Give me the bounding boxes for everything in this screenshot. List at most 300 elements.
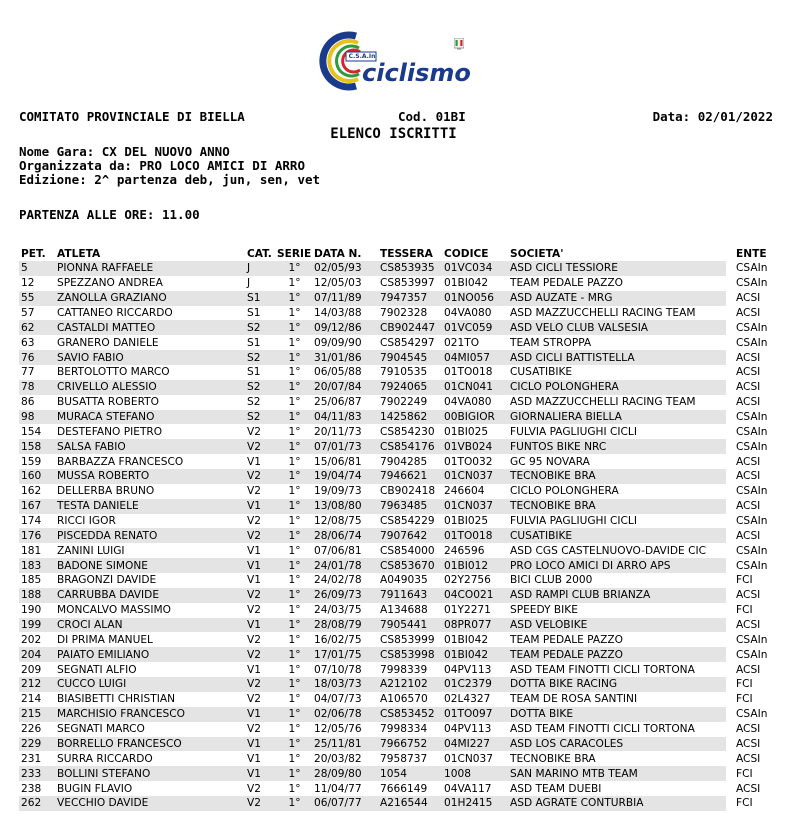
cell-pet: 183 bbox=[19, 558, 55, 573]
cell-data: 15/06/81 bbox=[312, 454, 378, 469]
cell-cat: V2 bbox=[245, 528, 275, 543]
cell-societa: TECNOBIKE BRA bbox=[508, 751, 726, 766]
cell-societa: ASD RAMPI CLUB BRIANZA bbox=[508, 588, 726, 603]
cell-serie: 1° bbox=[275, 320, 312, 335]
cell-data: 02/06/78 bbox=[312, 707, 378, 722]
cell-pet: 209 bbox=[19, 662, 55, 677]
cell-ente: ACSI bbox=[734, 469, 771, 484]
cell-cat: V2 bbox=[245, 469, 275, 484]
cell-societa: CUSATIBIKE bbox=[508, 528, 726, 543]
cell-gap bbox=[726, 469, 734, 484]
cell-cat: S2 bbox=[245, 380, 275, 395]
cell-ente: ACSI bbox=[734, 380, 771, 395]
cell-serie: 1° bbox=[275, 306, 312, 321]
cell-ente: ACSI bbox=[734, 395, 771, 410]
cell-codice: 02Y2756 bbox=[442, 573, 508, 588]
logo-badge: C.S.A.In bbox=[348, 53, 376, 60]
table-row bbox=[19, 410, 771, 425]
cell-cat: S2 bbox=[245, 410, 275, 425]
cell-codice: 02L4327 bbox=[442, 692, 508, 707]
cell-data: 24/01/78 bbox=[312, 558, 378, 573]
cell-data: 07/06/81 bbox=[312, 543, 378, 558]
cell-gap bbox=[726, 499, 734, 514]
cell-ente: FCI bbox=[734, 677, 771, 692]
cell-serie: 1° bbox=[275, 722, 312, 737]
cell-ente: CSAIn bbox=[734, 543, 771, 558]
table-row bbox=[19, 543, 771, 558]
cell-serie: 1° bbox=[275, 395, 312, 410]
cell-serie: 1° bbox=[275, 484, 312, 499]
cell-data: 11/04/77 bbox=[312, 781, 378, 796]
cell-cat: S1 bbox=[245, 306, 275, 321]
cell-gap bbox=[726, 558, 734, 573]
cell-tessera: 7946621 bbox=[378, 469, 442, 484]
cell-codice: 08PR077 bbox=[442, 618, 508, 633]
cell-codice: 01BI042 bbox=[442, 647, 508, 662]
cell-gap bbox=[726, 350, 734, 365]
cell-data: 24/03/75 bbox=[312, 603, 378, 618]
cell-tessera: A049035 bbox=[378, 573, 442, 588]
cell-data: 12/05/03 bbox=[312, 276, 378, 291]
cell-serie: 1° bbox=[275, 439, 312, 454]
cell-data: 20/07/84 bbox=[312, 380, 378, 395]
cell-gap bbox=[726, 603, 734, 618]
cell-data: 31/01/86 bbox=[312, 350, 378, 365]
cell-atleta: CRIVELLO ALESSIO bbox=[55, 380, 245, 395]
cell-serie: 1° bbox=[275, 781, 312, 796]
cell-societa: TEAM PEDALE PAZZO bbox=[508, 647, 726, 662]
cell-gap bbox=[726, 306, 734, 321]
cell-atleta: CASTALDI MATTEO bbox=[55, 320, 245, 335]
table-row bbox=[19, 781, 771, 796]
cell-atleta: PISCEDDA RENATO bbox=[55, 528, 245, 543]
cell-data: 09/12/86 bbox=[312, 320, 378, 335]
cell-serie: 1° bbox=[275, 454, 312, 469]
cell-gap bbox=[726, 737, 734, 752]
cell-cat: S2 bbox=[245, 350, 275, 365]
table-row bbox=[19, 439, 771, 454]
cell-tessera: CS853998 bbox=[378, 647, 442, 662]
entries-table bbox=[19, 246, 771, 811]
cell-atleta: SALSA FABIO bbox=[55, 439, 245, 454]
cell-cat: V2 bbox=[245, 603, 275, 618]
cell-codice: 04PV113 bbox=[442, 722, 508, 737]
cell-tessera: 7963485 bbox=[378, 499, 442, 514]
cell-serie: 1° bbox=[275, 514, 312, 529]
cell-gap bbox=[726, 335, 734, 350]
table-row bbox=[19, 618, 771, 633]
table-row bbox=[19, 588, 771, 603]
cell-serie: 1° bbox=[275, 499, 312, 514]
cell-serie: 1° bbox=[275, 618, 312, 633]
cell-codice: 01TO032 bbox=[442, 454, 508, 469]
cell-gap bbox=[726, 632, 734, 647]
cell-societa: ASD AUZATE - MRG bbox=[508, 291, 726, 306]
table-row bbox=[19, 350, 771, 365]
cell-codice: 246596 bbox=[442, 543, 508, 558]
cell-data: 16/02/75 bbox=[312, 632, 378, 647]
cell-data: 28/06/74 bbox=[312, 528, 378, 543]
table-row bbox=[19, 365, 771, 380]
cell-pet: 229 bbox=[19, 737, 55, 752]
cell-pet: 55 bbox=[19, 291, 55, 306]
cell-cat: V2 bbox=[245, 781, 275, 796]
cell-data: 25/06/87 bbox=[312, 395, 378, 410]
cell-gap bbox=[726, 484, 734, 499]
cell-ente: FCI bbox=[734, 603, 771, 618]
cell-atleta: PIONNA RAFFAELE bbox=[55, 261, 245, 276]
cell-societa: ASD CICLI TESSIORE bbox=[508, 261, 726, 276]
cell-cat: V1 bbox=[245, 543, 275, 558]
cell-pet: 188 bbox=[19, 588, 55, 603]
cell-tessera: 7902249 bbox=[378, 395, 442, 410]
cell-codice: 04MI227 bbox=[442, 737, 508, 752]
cell-tessera: 7904545 bbox=[378, 350, 442, 365]
cell-gap bbox=[726, 722, 734, 737]
cell-codice: 01TO018 bbox=[442, 365, 508, 380]
cell-data: 28/08/79 bbox=[312, 618, 378, 633]
cell-societa: PRO LOCO AMICI DI ARRO APS bbox=[508, 558, 726, 573]
cell-codice: 04VA117 bbox=[442, 781, 508, 796]
cell-atleta: BARBAZZA FRANCESCO bbox=[55, 454, 245, 469]
cell-cat: V2 bbox=[245, 647, 275, 662]
cell-atleta: DI PRIMA MANUEL bbox=[55, 632, 245, 647]
cell-pet: 154 bbox=[19, 424, 55, 439]
cell-tessera: 7666149 bbox=[378, 781, 442, 796]
cell-ente: CSAIn bbox=[734, 632, 771, 647]
cell-pet: 190 bbox=[19, 603, 55, 618]
table-row bbox=[19, 737, 771, 752]
table-row bbox=[19, 320, 771, 335]
cell-tessera: A106570 bbox=[378, 692, 442, 707]
cell-atleta: SURRA RICCARDO bbox=[55, 751, 245, 766]
cell-codice: 01TO018 bbox=[442, 528, 508, 543]
cell-gap bbox=[726, 365, 734, 380]
cell-serie: 1° bbox=[275, 677, 312, 692]
cell-societa: FUNTOS BIKE NRC bbox=[508, 439, 726, 454]
cell-pet: 76 bbox=[19, 350, 55, 365]
cell-atleta: BRAGONZI DAVIDE bbox=[55, 573, 245, 588]
cell-cat: V2 bbox=[245, 677, 275, 692]
cell-societa: TECNOBIKE BRA bbox=[508, 499, 726, 514]
cell-cat: V2 bbox=[245, 632, 275, 647]
col-header-atleta: ATLETA bbox=[57, 247, 101, 260]
cell-societa: ASD LOS CARACOLES bbox=[508, 737, 726, 752]
cell-data: 26/09/73 bbox=[312, 588, 378, 603]
cell-pet: 78 bbox=[19, 380, 55, 395]
col-header-data: DATA N. bbox=[314, 247, 362, 260]
cell-ente: CSAIn bbox=[734, 558, 771, 573]
cell-cat: V1 bbox=[245, 737, 275, 752]
cell-gap bbox=[726, 618, 734, 633]
cell-data: 09/09/90 bbox=[312, 335, 378, 350]
cell-serie: 1° bbox=[275, 380, 312, 395]
table-row bbox=[19, 766, 771, 781]
cell-serie: 1° bbox=[275, 766, 312, 781]
cell-pet: 233 bbox=[19, 766, 55, 781]
cell-pet: 199 bbox=[19, 618, 55, 633]
cell-serie: 1° bbox=[275, 707, 312, 722]
cell-data: 13/08/80 bbox=[312, 499, 378, 514]
col-header-ente: ENTE bbox=[736, 247, 767, 260]
table-header-row bbox=[19, 246, 771, 261]
cell-atleta: SPEZZANO ANDREA bbox=[55, 276, 245, 291]
cell-cat: V2 bbox=[245, 514, 275, 529]
cell-pet: 204 bbox=[19, 647, 55, 662]
table-row bbox=[19, 632, 771, 647]
cell-ente: ACSI bbox=[734, 618, 771, 633]
cell-data: 20/11/73 bbox=[312, 424, 378, 439]
cell-cat: V1 bbox=[245, 573, 275, 588]
table-row bbox=[19, 454, 771, 469]
cell-tessera: CS853999 bbox=[378, 632, 442, 647]
cell-gap bbox=[726, 543, 734, 558]
cell-atleta: GRANERO DANIELE bbox=[55, 335, 245, 350]
table-row bbox=[19, 677, 771, 692]
cell-ente: ACSI bbox=[734, 528, 771, 543]
cell-tessera: CS853452 bbox=[378, 707, 442, 722]
committee-name: COMITATO PROVINCIALE DI BIELLA bbox=[19, 109, 245, 124]
cell-gap bbox=[726, 781, 734, 796]
organizer: Organizzata da: PRO LOCO AMICI DI ARRO bbox=[19, 158, 305, 173]
cell-codice: 04VA080 bbox=[442, 395, 508, 410]
cell-ente: FCI bbox=[734, 573, 771, 588]
cell-tessera: A134688 bbox=[378, 603, 442, 618]
cell-ente: FCI bbox=[734, 692, 771, 707]
cell-societa: ASD CICLI BATTISTELLA bbox=[508, 350, 726, 365]
cell-pet: 212 bbox=[19, 677, 55, 692]
col-header-serie: SERIE bbox=[277, 247, 312, 260]
cell-atleta: MONCALVO MASSIMO bbox=[55, 603, 245, 618]
cell-societa: ASD VELOBIKE bbox=[508, 618, 726, 633]
cell-codice: 01BI025 bbox=[442, 424, 508, 439]
cell-serie: 1° bbox=[275, 692, 312, 707]
cell-data: 24/02/78 bbox=[312, 573, 378, 588]
page-title: ELENCO ISCRITTI bbox=[330, 126, 457, 142]
cell-atleta: PAIATO EMILIANO bbox=[55, 647, 245, 662]
cell-ente: CSAIn bbox=[734, 647, 771, 662]
cell-ente: ACSI bbox=[734, 454, 771, 469]
cell-societa: ASD VELO CLUB VALSESIA bbox=[508, 320, 726, 335]
cell-pet: 214 bbox=[19, 692, 55, 707]
cell-tessera: CB902447 bbox=[378, 320, 442, 335]
cell-data: 07/01/73 bbox=[312, 439, 378, 454]
cell-ente: CSAIn bbox=[734, 335, 771, 350]
cell-atleta: CROCI ALAN bbox=[55, 618, 245, 633]
cell-tessera: 1425862 bbox=[378, 410, 442, 425]
cell-gap bbox=[726, 380, 734, 395]
table-row bbox=[19, 514, 771, 529]
cell-codice: 01NO056 bbox=[442, 291, 508, 306]
table-row bbox=[19, 647, 771, 662]
logo-text: ciclismo bbox=[362, 59, 471, 87]
cell-serie: 1° bbox=[275, 603, 312, 618]
cell-societa: CUSATIBIKE bbox=[508, 365, 726, 380]
cell-codice: 04PV113 bbox=[442, 662, 508, 677]
cell-serie: 1° bbox=[275, 647, 312, 662]
cell-gap bbox=[726, 647, 734, 662]
table-row bbox=[19, 291, 771, 306]
cell-tessera: 7910535 bbox=[378, 365, 442, 380]
cell-serie: 1° bbox=[275, 751, 312, 766]
cell-atleta: BORRELLO FRANCESCO bbox=[55, 737, 245, 752]
cell-tessera: CS854230 bbox=[378, 424, 442, 439]
cell-gap bbox=[726, 424, 734, 439]
table-row bbox=[19, 395, 771, 410]
cell-pet: 185 bbox=[19, 573, 55, 588]
cell-ente: CSAIn bbox=[734, 514, 771, 529]
col-header-pet: PET. bbox=[21, 247, 46, 260]
cell-codice: 00BIGIOR bbox=[442, 410, 508, 425]
cell-ente: CSAIn bbox=[734, 484, 771, 499]
cell-ente: ACSI bbox=[734, 291, 771, 306]
cell-codice: 021TO bbox=[442, 335, 508, 350]
cell-serie: 1° bbox=[275, 410, 312, 425]
cell-atleta: BUSATTA ROBERTO bbox=[55, 395, 245, 410]
cell-serie: 1° bbox=[275, 558, 312, 573]
cell-ente: CSAIn bbox=[734, 261, 771, 276]
cell-pet: 238 bbox=[19, 781, 55, 796]
table-row bbox=[19, 276, 771, 291]
cell-ente: CSAIn bbox=[734, 276, 771, 291]
cell-societa: ASD TEAM FINOTTI CICLI TORTONA bbox=[508, 662, 726, 677]
cell-ente: ACSI bbox=[734, 499, 771, 514]
cell-codice: 01CN037 bbox=[442, 469, 508, 484]
cell-data: 25/11/81 bbox=[312, 737, 378, 752]
cell-cat: V2 bbox=[245, 588, 275, 603]
cell-societa: SPEEDY BIKE bbox=[508, 603, 726, 618]
cell-data: 19/09/73 bbox=[312, 484, 378, 499]
cell-societa: TEAM DE ROSA SANTINI bbox=[508, 692, 726, 707]
cell-societa: TEAM PEDALE PAZZO bbox=[508, 276, 726, 291]
cell-pet: 98 bbox=[19, 410, 55, 425]
cell-pet: 158 bbox=[19, 439, 55, 454]
cell-data: 04/11/83 bbox=[312, 410, 378, 425]
cell-codice: 01BI012 bbox=[442, 558, 508, 573]
cell-societa: DOTTA BIKE RACING bbox=[508, 677, 726, 692]
table-row bbox=[19, 335, 771, 350]
cell-societa: TECNOBIKE BRA bbox=[508, 469, 726, 484]
cell-tessera: 7907642 bbox=[378, 528, 442, 543]
cell-data: 12/05/76 bbox=[312, 722, 378, 737]
cell-serie: 1° bbox=[275, 737, 312, 752]
cell-atleta: CARRUBBA DAVIDE bbox=[55, 588, 245, 603]
cell-ente: FCI bbox=[734, 796, 771, 811]
cell-atleta: ZANINI LUIGI bbox=[55, 543, 245, 558]
cell-tessera: CS854229 bbox=[378, 514, 442, 529]
cell-gap bbox=[726, 573, 734, 588]
cell-tessera: CS853670 bbox=[378, 558, 442, 573]
cell-pet: 215 bbox=[19, 707, 55, 722]
cell-ente: CSAIn bbox=[734, 439, 771, 454]
table-row bbox=[19, 796, 771, 811]
cell-serie: 1° bbox=[275, 588, 312, 603]
cell-codice: 01BI042 bbox=[442, 632, 508, 647]
cell-data: 19/04/74 bbox=[312, 469, 378, 484]
cell-societa: ASD MAZZUCCHELLI RACING TEAM bbox=[508, 395, 726, 410]
table-row bbox=[19, 528, 771, 543]
cell-ente: ACSI bbox=[734, 365, 771, 380]
cell-atleta: TESTA DANIELE bbox=[55, 499, 245, 514]
cell-pet: 262 bbox=[19, 796, 55, 811]
col-header-gap bbox=[726, 246, 734, 261]
cell-cat: V2 bbox=[245, 424, 275, 439]
cell-tessera: 1054 bbox=[378, 766, 442, 781]
cell-serie: 1° bbox=[275, 350, 312, 365]
cell-data: 06/05/88 bbox=[312, 365, 378, 380]
cell-data: 07/11/89 bbox=[312, 291, 378, 306]
cell-societa: BICI CLUB 2000 bbox=[508, 573, 726, 588]
table-row bbox=[19, 261, 771, 276]
table-row bbox=[19, 484, 771, 499]
cell-atleta: BERTOLOTTO MARCO bbox=[55, 365, 245, 380]
cell-societa: TEAM STROPPA bbox=[508, 335, 726, 350]
cell-ente: CSAIn bbox=[734, 707, 771, 722]
table-row bbox=[19, 469, 771, 484]
cell-atleta: DESTEFANO PIETRO bbox=[55, 424, 245, 439]
cell-societa: ASD CGS CASTELNUOVO-DAVIDE CIC bbox=[508, 543, 726, 558]
cell-codice: 01CN037 bbox=[442, 499, 508, 514]
cell-codice: 01BI042 bbox=[442, 276, 508, 291]
cell-atleta: MURACA STEFANO bbox=[55, 410, 245, 425]
cell-societa: ASD MAZZUCCHELLI RACING TEAM bbox=[508, 306, 726, 321]
cell-pet: 162 bbox=[19, 484, 55, 499]
cell-tessera: 7911643 bbox=[378, 588, 442, 603]
table-row bbox=[19, 751, 771, 766]
cell-atleta: BOLLINI STEFANO bbox=[55, 766, 245, 781]
document-date: Data: 02/01/2022 bbox=[652, 109, 773, 124]
cell-atleta: CUCCO LUIGI bbox=[55, 677, 245, 692]
cell-gap bbox=[726, 439, 734, 454]
table-row bbox=[19, 558, 771, 573]
cell-ente: ACSI bbox=[734, 350, 771, 365]
cell-gap bbox=[726, 528, 734, 543]
edition: Edizione: 2^ partenza deb, jun, sen, vet bbox=[19, 172, 321, 187]
cell-codice: 01TO097 bbox=[442, 707, 508, 722]
race-code: Cod. 01BI bbox=[398, 109, 466, 124]
italy-crest-icon bbox=[454, 35, 464, 47]
cell-gap bbox=[726, 796, 734, 811]
cell-codice: 04MI057 bbox=[442, 350, 508, 365]
cell-tessera: 7958737 bbox=[378, 751, 442, 766]
cell-gap bbox=[726, 677, 734, 692]
start-time: PARTENZA ALLE ORE: 11.00 bbox=[19, 207, 200, 222]
cell-societa: ASD TEAM DUEBI bbox=[508, 781, 726, 796]
col-header-societa: SOCIETA' bbox=[510, 247, 564, 260]
cell-data: 20/03/82 bbox=[312, 751, 378, 766]
cell-pet: 77 bbox=[19, 365, 55, 380]
cell-societa: FULVIA PAGLIUGHI CICLI bbox=[508, 424, 726, 439]
cell-ente: ACSI bbox=[734, 722, 771, 737]
cell-ente: ACSI bbox=[734, 662, 771, 677]
table-row bbox=[19, 692, 771, 707]
cell-societa: ASD AGRATE CONTURBIA bbox=[508, 796, 726, 811]
cell-cat: V1 bbox=[245, 766, 275, 781]
cell-gap bbox=[726, 514, 734, 529]
cell-atleta: BUGIN FLAVIO bbox=[55, 781, 245, 796]
cell-pet: 226 bbox=[19, 722, 55, 737]
cell-codice: 1008 bbox=[442, 766, 508, 781]
cell-cat: V2 bbox=[245, 796, 275, 811]
cell-codice: 246604 bbox=[442, 484, 508, 499]
cell-data: 18/03/73 bbox=[312, 677, 378, 692]
cell-codice: 01BI025 bbox=[442, 514, 508, 529]
cell-atleta: MUSSA ROBERTO bbox=[55, 469, 245, 484]
cell-pet: 86 bbox=[19, 395, 55, 410]
cell-tessera: CB902418 bbox=[378, 484, 442, 499]
cell-pet: 202 bbox=[19, 632, 55, 647]
cell-serie: 1° bbox=[275, 276, 312, 291]
